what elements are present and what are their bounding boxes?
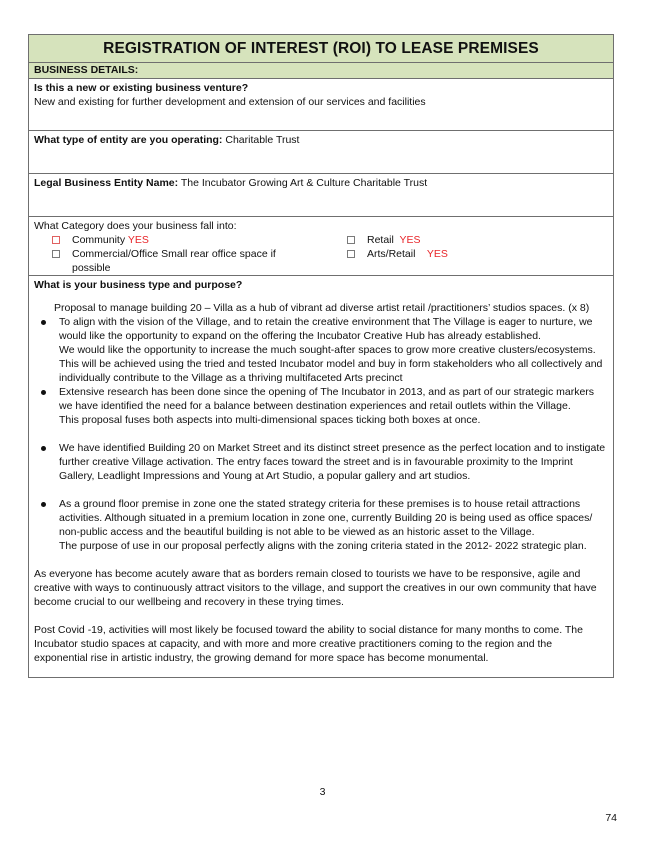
entity-type-question: What type of entity are you operating:: [34, 134, 223, 146]
category-question: What Category does your business fall into:: [34, 220, 237, 232]
new-existing-answer: New and existing for further development and extension of our services and facilities: [34, 96, 426, 108]
spacer: [34, 483, 608, 497]
checkbox-retail[interactable]: [347, 236, 355, 244]
purpose-bullet-4: [34, 497, 608, 553]
category-retail[interactable]: [339, 233, 608, 247]
bullet-dot: [41, 320, 46, 325]
roi-form: [28, 34, 614, 678]
category-row: [29, 217, 613, 276]
purpose-bullet-1: [34, 315, 608, 385]
new-existing-question: Is this a new or existing business venture?: [34, 82, 249, 94]
checkbox-community[interactable]: [52, 236, 60, 244]
purpose-bullets: [34, 315, 608, 553]
category-community-flag: YES: [127, 234, 149, 246]
purpose-bullet-1-text: To align with the vision of the Village, and to retain the creative environment that The Village is eager to nurture, we would like the opportunity to expand on the offering the Incubator Creative Hub has already established.: [59, 316, 593, 342]
spacer: [34, 427, 608, 441]
purpose-intro: Proposal to manage building 20 – Villa as a hub of vibrant ad diverse artist retail /practitioners’ studios spaces. (x 8): [54, 302, 590, 314]
bullet-dot: [41, 446, 46, 451]
category-retail-flag: YES: [399, 234, 421, 246]
legal-name-question: Legal Business Entity Name:: [34, 177, 179, 189]
checkbox-arts-retail[interactable]: [347, 250, 355, 258]
spacer: [34, 553, 608, 567]
category-arts-retail-label: Arts/Retail: [367, 248, 416, 260]
bullet-dot: [41, 502, 46, 507]
purpose-bullet-1-text-2: We would like the opportunity to increase the much sought-after spaces to grow more creative clusters/ecosystems. This will be achieved using the tried and tested Incubator model and buy in form stakeholders who all collectively and individually contribute to the Village as a thriving multifaceted Arts precinct: [59, 344, 603, 384]
category-retail-label: Retail: [367, 234, 394, 246]
legal-name-answer: The Incubator Growing Art & Culture Charitable Trust: [178, 177, 428, 189]
purpose-bullet-3: [34, 441, 608, 483]
category-commercial-label: Commercial/Office Small rear office space if possible: [72, 248, 276, 274]
purpose-bullet-3-text: We have identified Building 20 on Market Street and its distinct street presence as the perfect location and to instigate further creative Village activation. The entry faces toward the street and is in favourable proximity to the Imprint Gallery, Leadlight Impressions and Young at Art Studio, a popular gallery and art studios.: [59, 442, 606, 482]
document-page-number: 74: [605, 812, 617, 824]
category-arts-retail-flag: YES: [426, 248, 448, 260]
purpose-bullet-4-text-2: The purpose of use in our proposal perfectly aligns with the zoning criteria stated in the 2012- 2022 strategic plan.: [59, 540, 587, 552]
business-details-heading: BUSINESS DETAILS:: [29, 63, 613, 79]
new-existing-row: [29, 79, 613, 131]
purpose-bullet-4-text: As a ground floor premise in zone one the stated strategy criteria for these premises is to house retail attractions activities. Although situated in a premium location in zone one, currently Building 20 is being used as office spaces/ non-public access and the beautiful building is not able to be viewed as an historic asset to the Village.: [59, 498, 593, 538]
closing-paragraph-1: As everyone has become acutely aware that as borders remain closed to tourists we have to be responsive, agile and creative with ways to continuously attract visitors to the village, and support the creatives in our own community that have become crucial to our wellbeing and recovery in these trying times.: [34, 568, 597, 608]
purpose-bullet-2-text-2: This proposal fuses both aspects into multi-dimensional spaces ticking both boxes at once.: [59, 414, 481, 426]
category-community[interactable]: [34, 233, 339, 247]
legal-name-row: [29, 174, 613, 217]
page-number: 3: [319, 786, 326, 798]
category-options: [34, 233, 608, 275]
purpose-bullet-2-text: Extensive research has been done since the opening of The Incubator in 2013, and as part of our strategic markers we have identified the need for a balance between destination experiences and retail outlets within the Village.: [59, 386, 595, 412]
form-title: REGISTRATION OF INTEREST (ROI) TO LEASE PREMISES: [29, 35, 613, 63]
category-arts-retail[interactable]: [339, 247, 608, 275]
category-community-label: Community: [72, 234, 126, 246]
purpose-bullet-2: [34, 385, 608, 427]
closing-paragraph-2: Post Covid -19, activities will most likely be focused toward the ability to social distance for many months to come. The Incubator studio spaces at capacity, and with more and more creative practitioners coming to the region and the exponential rise in artistic industry, the growing demand for more space has become monumental.: [34, 624, 583, 664]
checkbox-commercial[interactable]: [52, 250, 60, 258]
category-commercial[interactable]: [34, 247, 339, 275]
spacer: [34, 609, 608, 623]
purpose-question: What is your business type and purpose?: [34, 279, 243, 291]
purpose-row: [29, 276, 613, 677]
bullet-dot: [41, 390, 46, 395]
entity-type-row: [29, 131, 613, 174]
entity-type-answer: Charitable Trust: [222, 134, 300, 146]
